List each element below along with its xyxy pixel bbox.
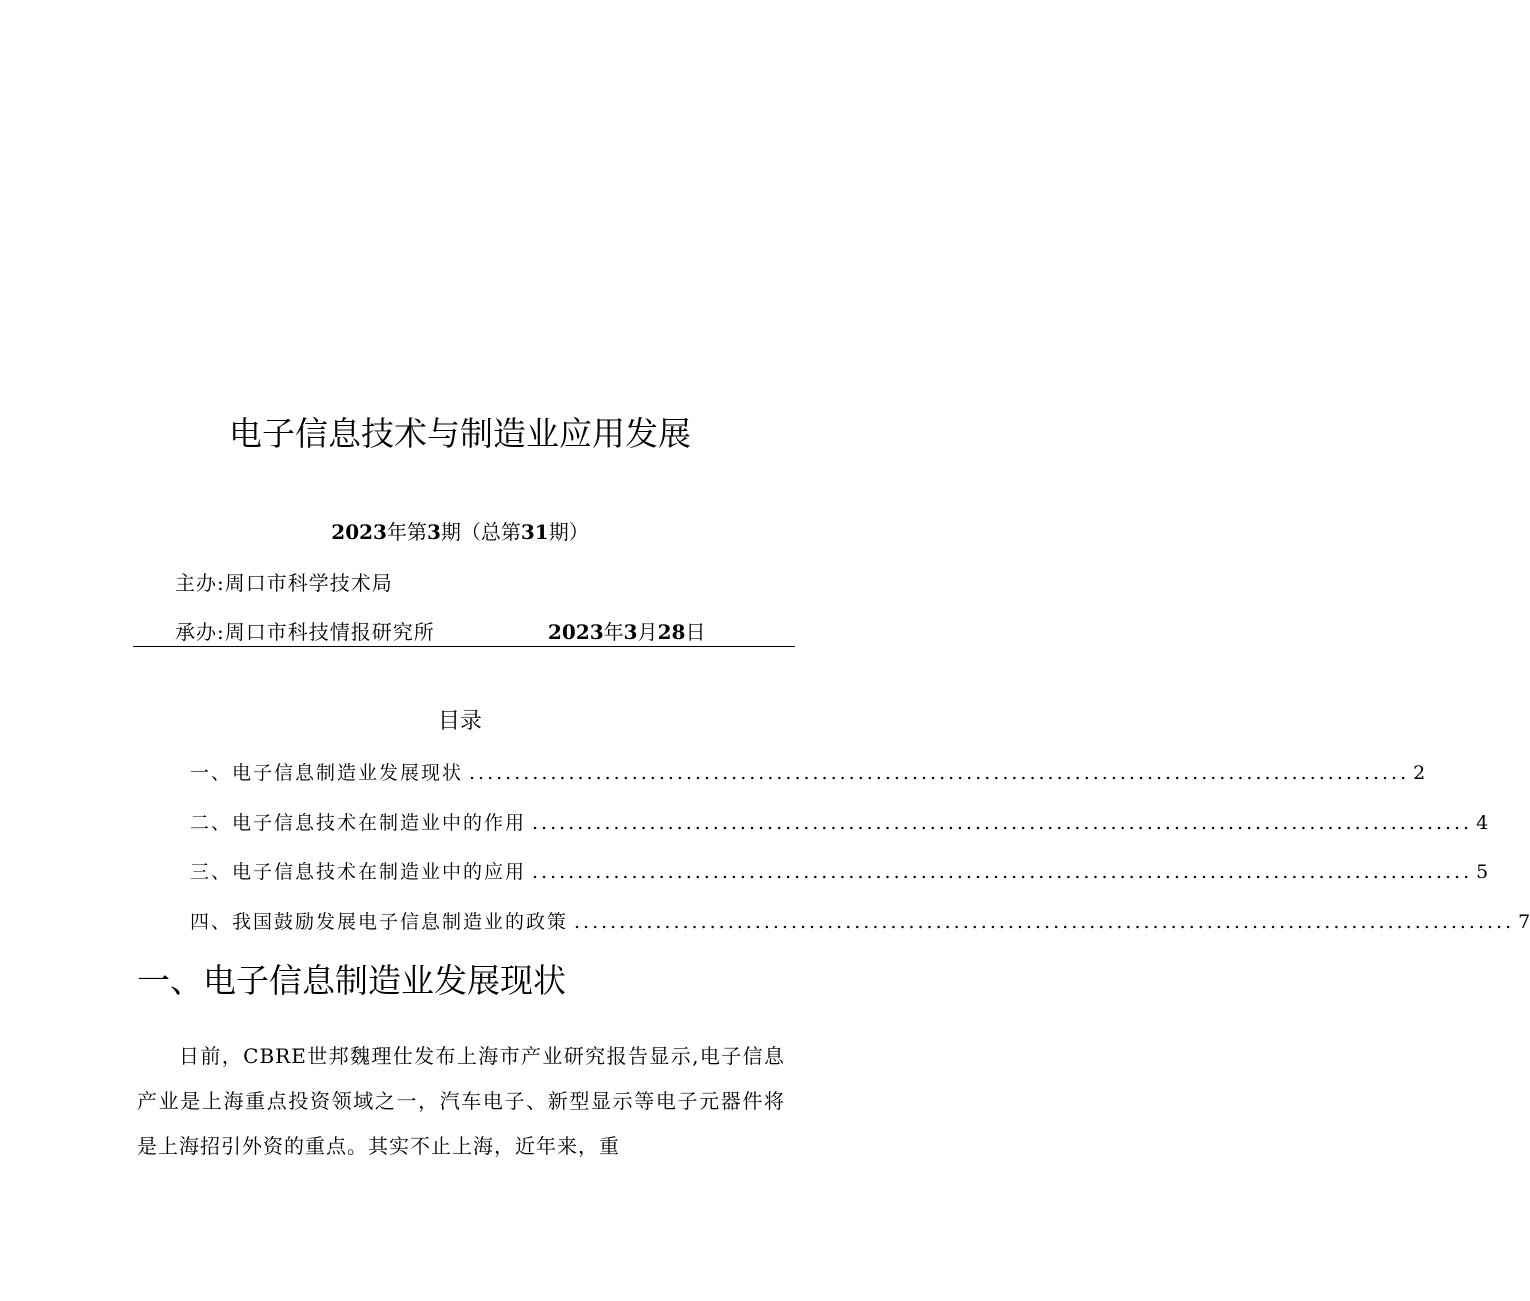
toc-item[interactable]	[190, 758, 1426, 788]
toc-item[interactable]	[190, 907, 1530, 937]
issue-text-1: 年第	[386, 520, 427, 544]
organizer-line: 承办:周口市科技情报研究所	[175, 620, 435, 644]
toc-heading: 目录	[437, 709, 482, 734]
issue-text-3: 期）	[548, 520, 589, 544]
issue-total: 31	[520, 520, 549, 544]
toc-leader-dots: ........................................................................................................	[532, 812, 1473, 834]
toc-leader-dots: ........................................................................................................	[574, 911, 1515, 933]
toc-item-page: 4	[1476, 812, 1489, 834]
issue-text-2: 期（总第	[440, 520, 521, 544]
toc-leader-dots: ........................................................................................................	[469, 762, 1410, 784]
date-year-char: 年	[603, 620, 624, 644]
toc-leader-dots: ........................................................................................................	[532, 861, 1473, 883]
date-month-char: 月	[637, 620, 658, 644]
toc-item-page: 5	[1476, 861, 1489, 883]
issue-number: 3	[426, 520, 441, 544]
date-year: 2023	[548, 620, 604, 644]
body-paragraph: 日前，CBRE世邦魏理仕发布上海市产业研究报告显示,电子信息产业是上海重点投资领域之一，汽车电子、新型显示等电子元器件将是上海招引外资的重点。其实不止上海，近年来，重	[137, 1044, 785, 1158]
toc-item-text: 一、电子信息制造业发展现状	[190, 762, 464, 784]
date-month: 3	[623, 620, 638, 644]
header-divider	[133, 646, 795, 647]
toc-item-page: 2	[1413, 762, 1426, 784]
issue-year: 2023	[331, 520, 387, 544]
toc-item[interactable]	[190, 808, 1489, 838]
toc-item-text: 二、电子信息技术在制造业中的作用	[190, 812, 527, 834]
date-day-char: 日	[685, 620, 706, 644]
document-title: 电子信息技术与制造业应用发展	[229, 414, 691, 453]
toc-item-text: 四、我国鼓励发展电子信息制造业的政策	[190, 911, 569, 933]
section-heading: 一、电子信息制造业发展现状	[137, 961, 566, 1000]
issue-line	[0, 518, 920, 546]
host-line: 主办:周口市科学技术局	[175, 571, 393, 595]
toc-item-text: 三、电子信息技术在制造业中的应用	[190, 861, 527, 883]
date-day: 28	[657, 620, 686, 644]
toc-item[interactable]	[190, 857, 1489, 887]
toc-item-page: 7	[1518, 911, 1530, 933]
publication-date	[548, 618, 705, 646]
